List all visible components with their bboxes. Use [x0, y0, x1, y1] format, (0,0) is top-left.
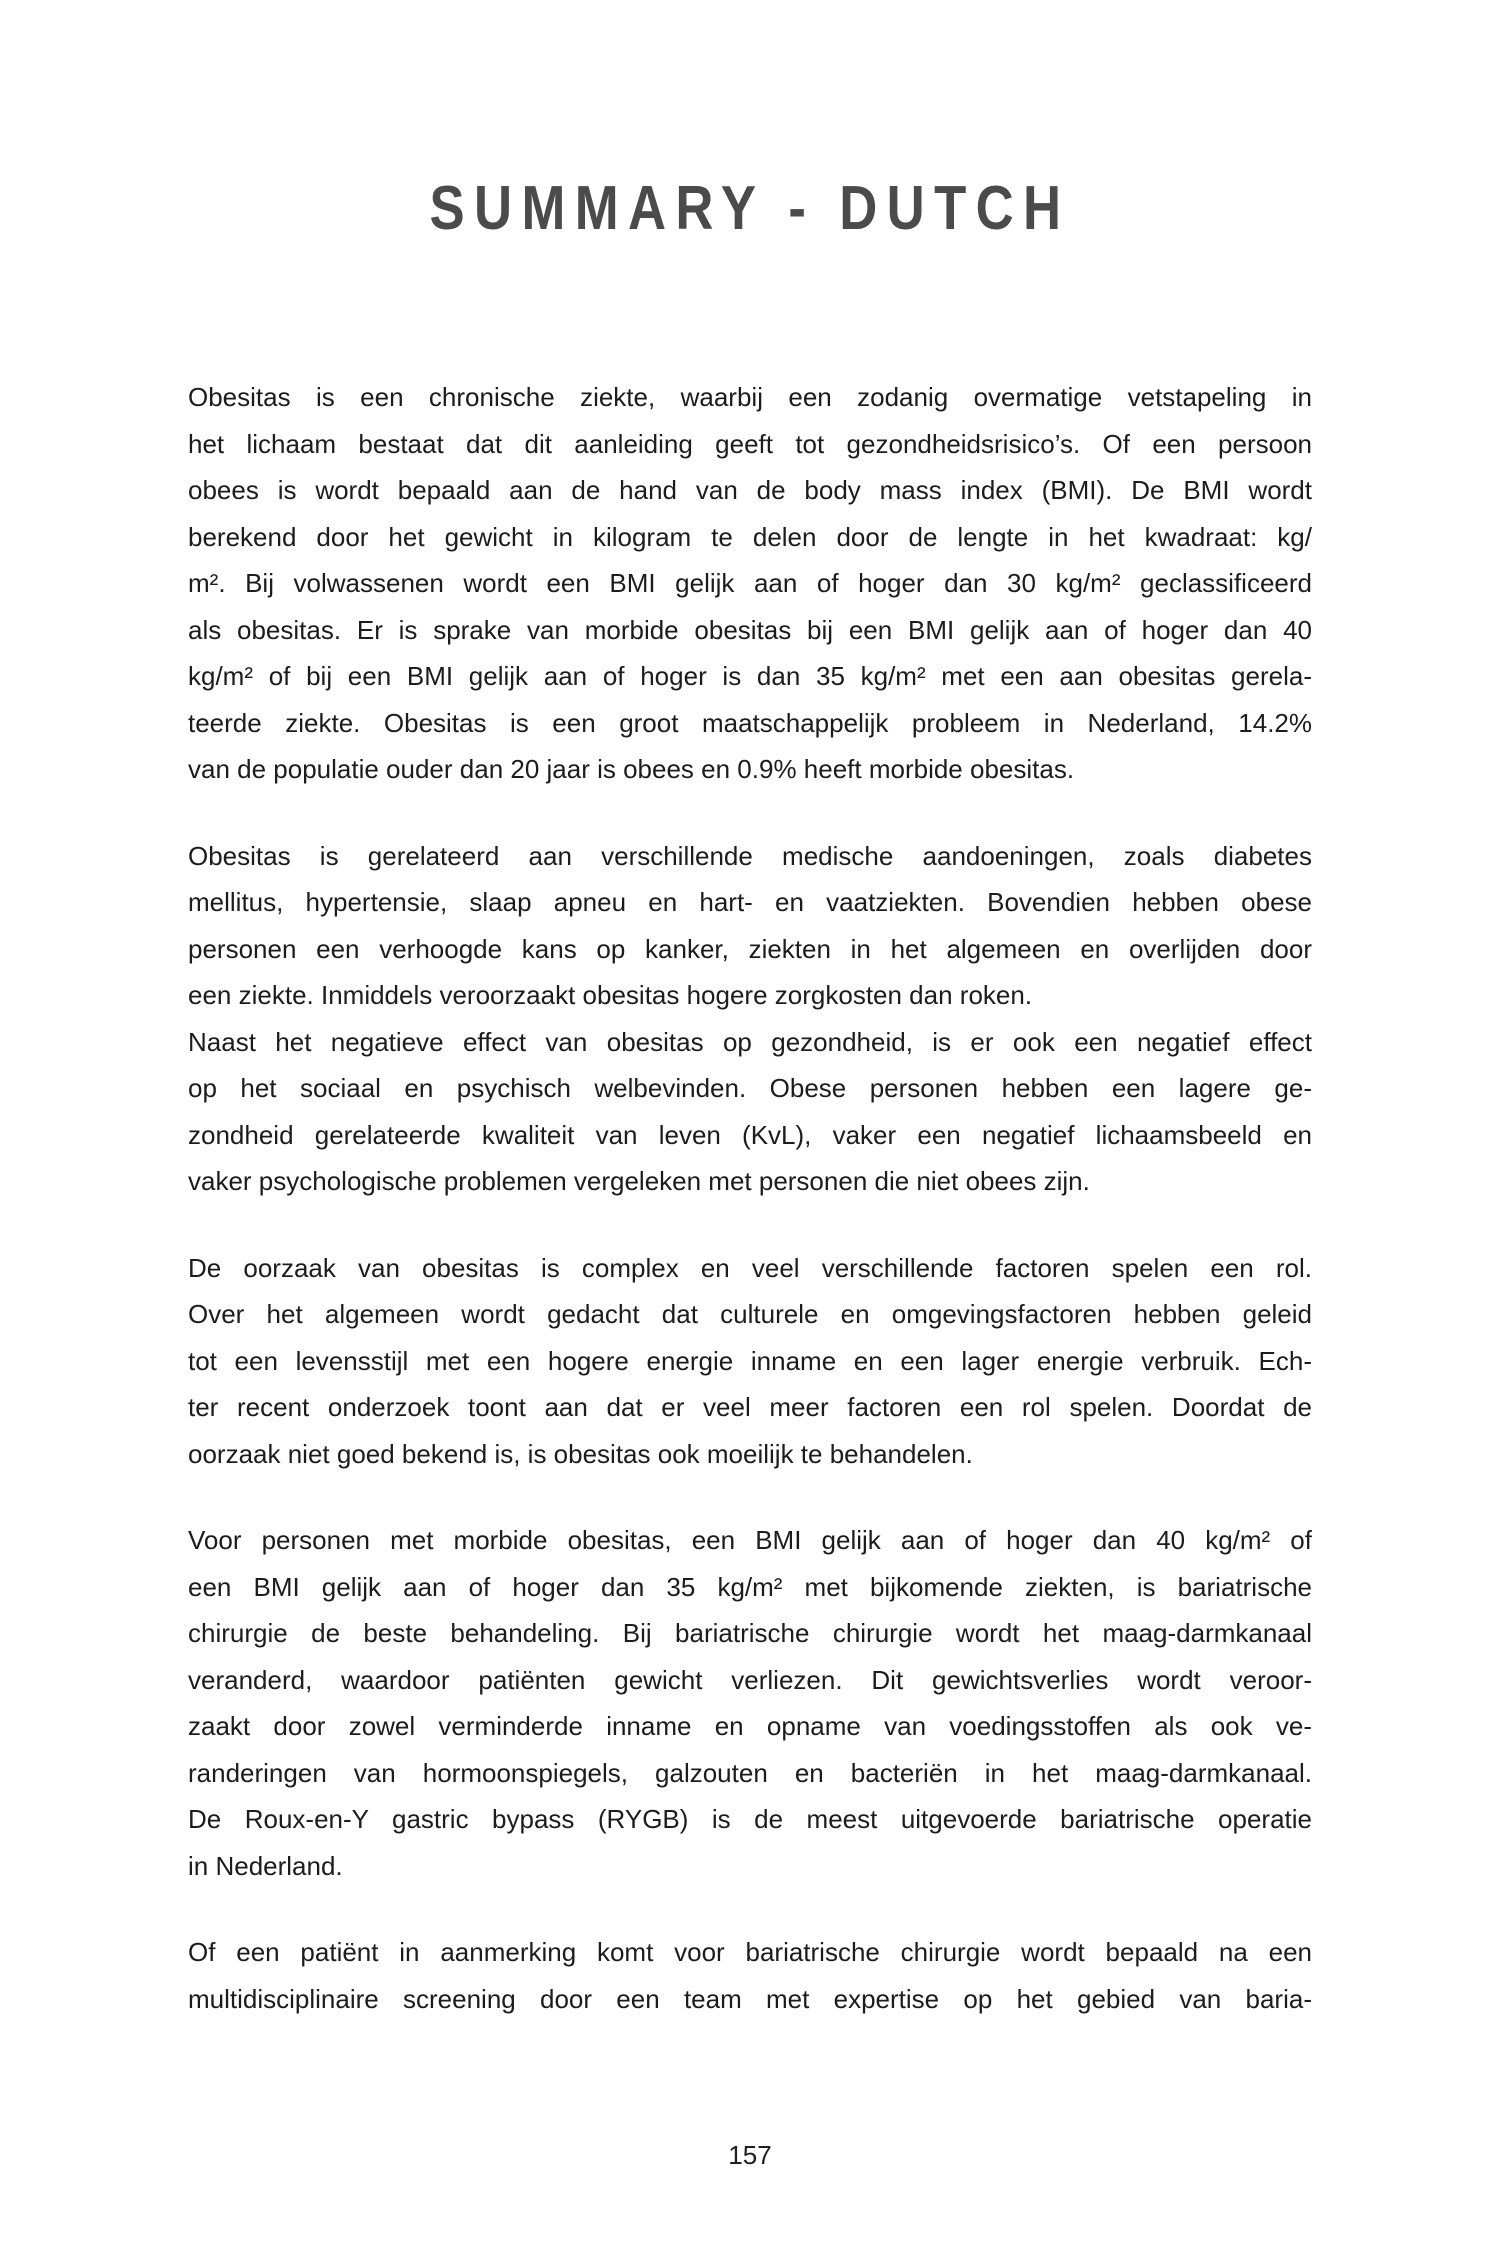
text-line: berekend door het gewicht in kilogram te delen door de lengte in het kwadraat: kg/ — [188, 521, 1312, 552]
text-line: een ziekte. Inmiddels veroorzaakt obesitas hogere zorgkosten dan roken. — [188, 980, 1033, 1010]
paragraph — [188, 1517, 1312, 1889]
page-title — [0, 174, 1500, 243]
text-line: randeringen van hormoonspiegels, galzouten en bacteriën in het maag-darmkanaal. — [188, 1757, 1312, 1788]
text-line: De oorzaak van obesitas is complex en veel verschillende factoren spelen een rol. — [188, 1252, 1312, 1283]
text-line: van de populatie ouder dan 20 jaar is obees en 0.9% heeft morbide obesitas. — [188, 754, 1075, 784]
paragraph — [188, 1245, 1312, 1478]
text-line: Naast het negatieve effect van obesitas op gezondheid, is er ook een negatief effect — [188, 1026, 1312, 1057]
text-line: personen een verhoogde kans op kanker, ziekten in het algemeen en overlijden door — [188, 933, 1312, 964]
summary-body-text — [188, 374, 1312, 2022]
text-line: mellitus, hypertensie, slaap apneu en hart- en vaatziekten. Bovendien hebben obese — [188, 887, 1312, 917]
paragraph — [188, 1929, 1312, 2022]
text-line: m². Bij volwassenen wordt een BMI gelijk aan of hoger dan 30 kg/m² geclassificeerd — [188, 568, 1312, 598]
text-line: veranderd, waardoor patiënten gewicht verliezen. Dit gewichtsverlies wordt veroor- — [188, 1664, 1312, 1695]
text-line: in Nederland. — [188, 1850, 343, 1881]
text-line: Of een patiënt in aanmerking komt voor bariatrische chirurgie wordt bepaald na een — [188, 1937, 1312, 1967]
text-line: chirurgie de beste behandeling. Bij bariatrische chirurgie wordt het maag-darmkanaal — [188, 1618, 1312, 1648]
text-line: Obesitas is een chronische ziekte, waarbij een zodanig overmatige vetstapeling in — [188, 382, 1312, 412]
text-line: De Roux-en-Y gastric bypass (RYGB) is de meest uitgevoerde bariatrische operatie — [188, 1804, 1312, 1834]
text-line: Obesitas is gerelateerd aan verschillende medische aandoeningen, zoals diabetes — [188, 840, 1312, 871]
text-line: vaker psychologische problemen vergeleken met personen die niet obees zijn. — [188, 1166, 1090, 1196]
text-line: het lichaam bestaat dat dit aanleiding geeft tot gezondheidsrisico’s. Of een persoon — [188, 428, 1312, 459]
text-line: Voor personen met morbide obesitas, een BMI gelijk aan of hoger dan 40 kg/m² of — [188, 1525, 1312, 1555]
paragraph — [188, 374, 1312, 793]
text-line: tot een levensstijl met een hogere energie inname en een lager energie verbruik. Ech- — [188, 1345, 1312, 1376]
page-number: 157 — [728, 2140, 772, 2170]
text-line: kg/m² of bij een BMI gelijk aan of hoger is dan 35 kg/m² met een aan obesitas gerela- — [188, 661, 1312, 691]
text-line: een BMI gelijk aan of hoger dan 35 kg/m² met bijkomende ziekten, is bariatrische — [188, 1571, 1312, 1602]
text-line: zondheid gerelateerde kwaliteit van leven (KvL), vaker een negatief lichaamsbeeld en — [188, 1119, 1312, 1150]
text-line: Over het algemeen wordt gedacht dat culturele en omgevingsfactoren hebben geleid — [188, 1299, 1312, 1329]
paragraph — [188, 833, 1312, 1205]
text-line: zaakt door zowel verminderde inname en opname van voedingsstoffen als ook ve- — [188, 1711, 1312, 1741]
page-title-text: SUMMARY - DUTCH — [429, 174, 1071, 243]
text-line: als obesitas. Er is sprake van morbide obesitas bij een BMI gelijk aan of hoger dan 40 — [188, 614, 1312, 645]
text-line: op het sociaal en psychisch welbevinden. Obese personen hebben een lagere ge- — [188, 1073, 1312, 1103]
text-line: teerde ziekte. Obesitas is een groot maatschappelijk probleem in Nederland, 14.2% — [188, 707, 1312, 738]
text-line: oorzaak niet goed bekend is, is obesitas ook moeilijk te behandelen. — [188, 1438, 973, 1469]
text-line: obees is wordt bepaald aan de hand van de body mass index (BMI). De BMI wordt — [188, 475, 1312, 505]
text-line: multidisciplinaire screening door een team met expertise op het gebied van baria- — [188, 1983, 1312, 2014]
text-line: ter recent onderzoek toont aan dat er veel meer factoren een rol spelen. Doordat de — [188, 1392, 1312, 1422]
